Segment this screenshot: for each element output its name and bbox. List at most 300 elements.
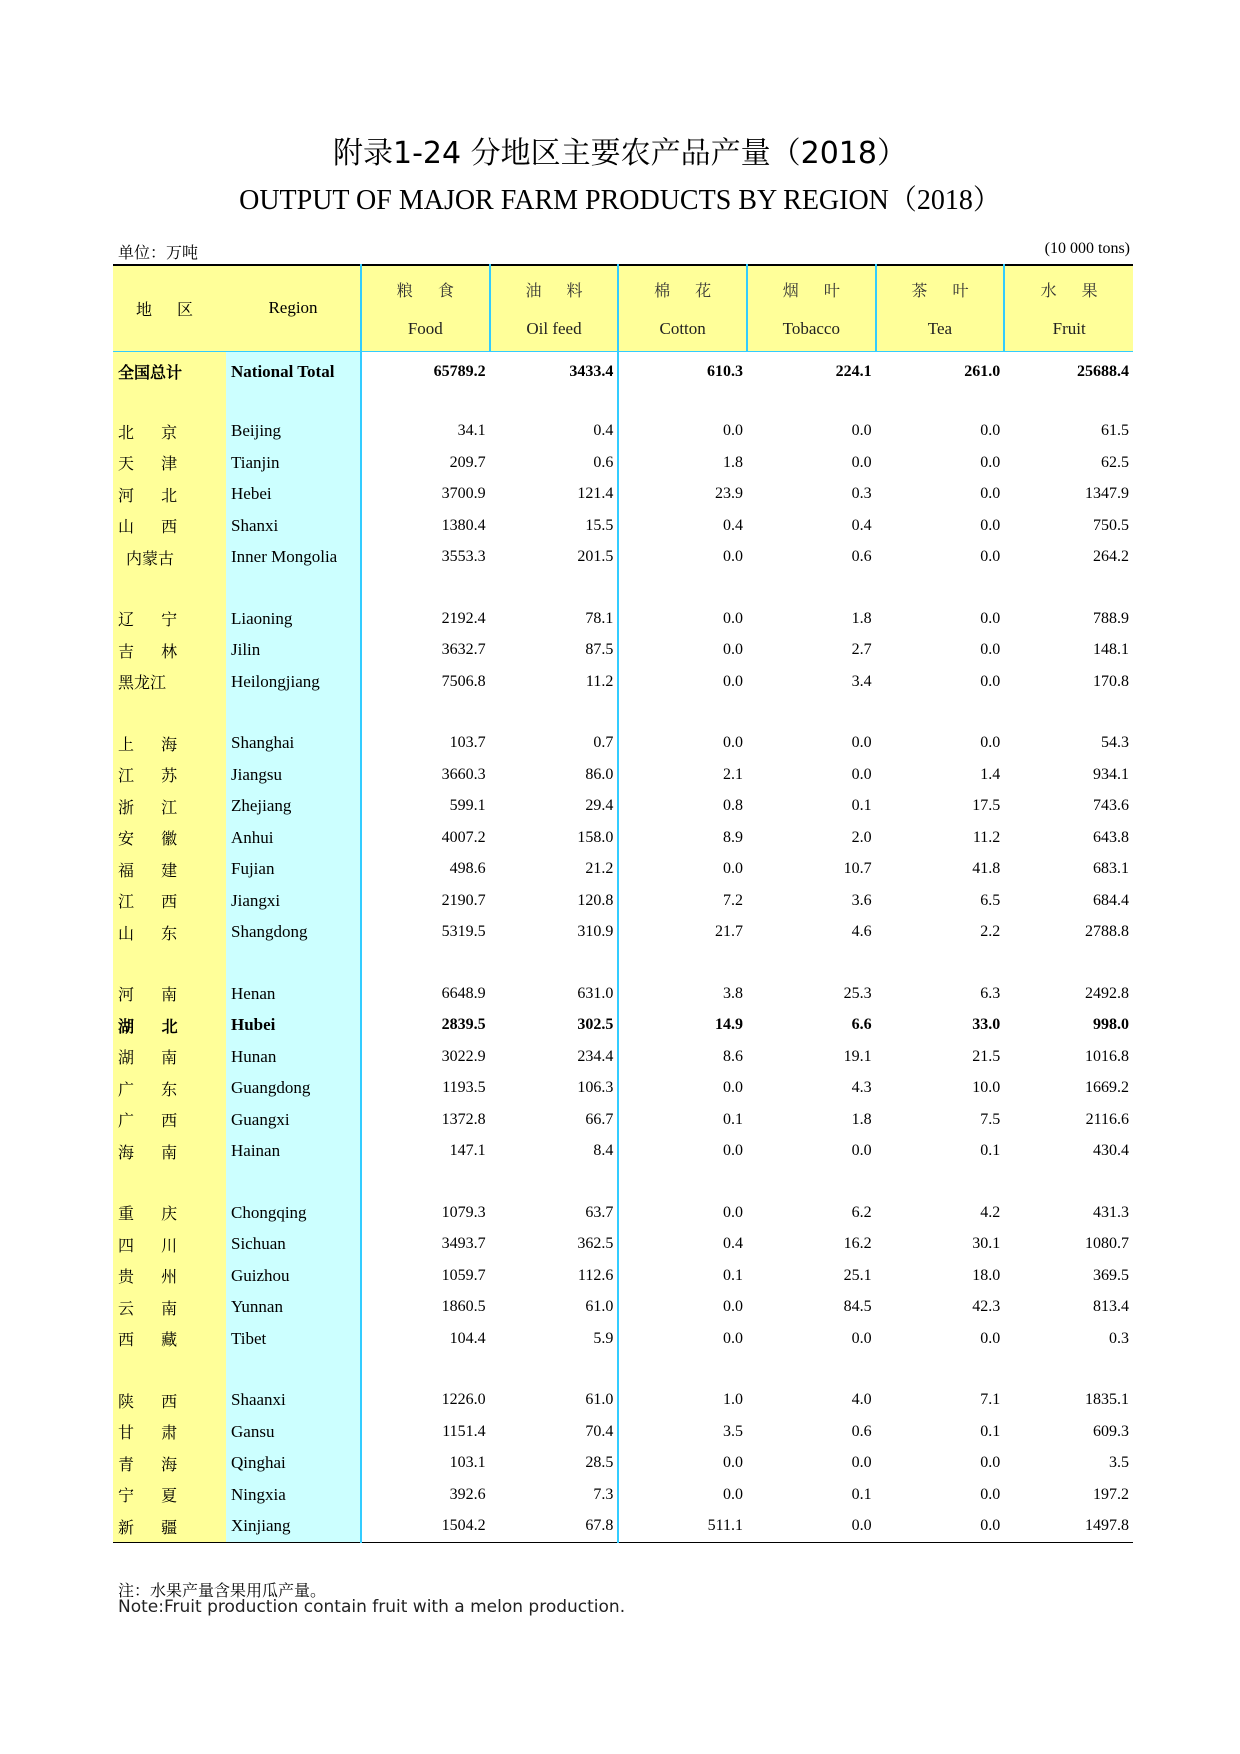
value-tea: 1.4 xyxy=(980,765,1001,783)
region-en: Inner Mongolia xyxy=(226,542,361,574)
region-cn: 河 南 xyxy=(113,978,226,1010)
value-cotton: 0.0 xyxy=(722,548,743,566)
region-cn: 山 东 xyxy=(113,917,226,949)
value-oil-feed: 302.5 xyxy=(490,1010,619,1042)
value-oil-feed: 0.6 xyxy=(490,447,619,479)
value-oil-feed: 0.7 xyxy=(490,728,619,760)
value-tea: 0.1 xyxy=(980,1142,1001,1160)
unit-label-cn: 单位：万吨 xyxy=(118,245,199,262)
region-en: Anhui xyxy=(226,822,361,854)
spacer-cell xyxy=(361,948,490,978)
value-cotton: 0.0 xyxy=(722,860,743,878)
value-oil-feed: 66.7 xyxy=(490,1104,619,1136)
region-en: Shangdong xyxy=(226,917,361,949)
value-cotton: 0.0 xyxy=(722,609,743,627)
value-oil-feed: 11.2 xyxy=(490,666,619,698)
region-cn: 江 苏 xyxy=(113,759,226,791)
value-tea: 18.0 xyxy=(972,1266,1001,1284)
region-cn: 河 北 xyxy=(113,479,226,511)
value-oil-feed: 158.0 xyxy=(490,822,619,854)
value-oil-feed: 234.4 xyxy=(490,1041,619,1073)
value-fruit: 643.8 xyxy=(1093,828,1129,846)
value-cotton: 1.0 xyxy=(722,1391,743,1409)
value-tea: 0.0 xyxy=(980,672,1001,690)
region-en: Guangxi xyxy=(226,1104,361,1136)
table-row xyxy=(113,1448,1133,1480)
value-tobacco: 0.0 xyxy=(747,1511,876,1543)
table-header xyxy=(113,265,1133,351)
spacer-cell xyxy=(618,573,747,603)
spacer-cell xyxy=(226,573,361,603)
region-cn: 辽 宁 xyxy=(113,603,226,635)
spacer-cell xyxy=(1004,698,1133,728)
value-tea: 33.0 xyxy=(972,1016,1001,1034)
region-en: Hunan xyxy=(226,1041,361,1073)
value-tobacco: 10.7 xyxy=(843,860,872,878)
spacer-cell xyxy=(490,1167,619,1197)
spacer-cell xyxy=(113,948,226,978)
region-en: Fujian xyxy=(226,854,361,886)
spacer-cell xyxy=(876,392,1005,416)
spacer-cell xyxy=(618,392,747,416)
table-body xyxy=(113,351,1133,1543)
value-oil-feed: 7.3 xyxy=(490,1479,619,1511)
value-oil-feed: 310.9 xyxy=(490,917,619,949)
spacer-cell xyxy=(618,1167,747,1197)
header-tobacco-cn: 烟 叶 xyxy=(782,280,850,300)
value-fruit: 2492.8 xyxy=(1085,984,1129,1002)
spacer-cell xyxy=(361,1355,490,1385)
value-tea: 4.2 xyxy=(980,1203,1001,1221)
value-fruit: 197.2 xyxy=(1093,1485,1129,1503)
value-tobacco: 6.2 xyxy=(851,1203,872,1221)
value-tobacco: 3.4 xyxy=(851,672,872,690)
value-food: 4007.2 xyxy=(441,828,486,846)
region-cn: 广 东 xyxy=(113,1073,226,1105)
value-tobacco: 16.2 xyxy=(843,1235,872,1253)
header-food-en: Food xyxy=(407,318,443,338)
value-food: 3493.7 xyxy=(441,1235,486,1253)
value-cotton: 0.0 xyxy=(722,1485,743,1503)
value-oil-feed: 28.5 xyxy=(490,1448,619,1480)
value-food: 2839.5 xyxy=(441,1016,486,1034)
header-cotton xyxy=(618,265,747,351)
spacer-cell xyxy=(113,573,226,603)
value-food: 1226.0 xyxy=(441,1391,486,1409)
value-cotton: 14.9 xyxy=(714,1016,743,1034)
spacer-cell xyxy=(1004,573,1133,603)
table-row xyxy=(113,542,1133,574)
value-tobacco: 0.4 xyxy=(851,516,872,534)
value-cotton: 7.2 xyxy=(722,891,743,909)
value-oil-feed: 78.1 xyxy=(490,603,619,635)
table-row xyxy=(113,978,1133,1010)
region-cn: 宁 夏 xyxy=(113,1479,226,1511)
value-cotton: 0.0 xyxy=(722,1329,743,1347)
value-cotton: 0.4 xyxy=(722,516,743,534)
value-tea: 21.5 xyxy=(972,1047,1001,1065)
value-oil-feed: 87.5 xyxy=(490,635,619,667)
spacer-cell xyxy=(113,1167,226,1197)
region-en: Hebei xyxy=(226,479,361,511)
value-oil-feed: 61.0 xyxy=(490,1385,619,1417)
header-tobacco-en: Tobacco xyxy=(782,318,840,338)
value-tea: 7.1 xyxy=(980,1391,1001,1409)
region-en: Sichuan xyxy=(226,1229,361,1261)
value-food: 3660.3 xyxy=(441,765,486,783)
region-cn: 贵 州 xyxy=(113,1260,226,1292)
value-tobacco: 0.6 xyxy=(851,1422,872,1440)
value-food: 392.6 xyxy=(449,1485,486,1503)
table-row xyxy=(113,1041,1133,1073)
spacer-cell xyxy=(747,948,876,978)
spacer-cell xyxy=(1004,1355,1133,1385)
value-oil-feed: 362.5 xyxy=(490,1229,619,1261)
value-tobacco: 25.3 xyxy=(843,984,872,1002)
value-tobacco: 2.7 xyxy=(851,641,872,659)
page-title-cn: 附录1-24 分地区主要农产品产量（2018） xyxy=(333,136,907,171)
value-food: 1079.3 xyxy=(441,1203,486,1221)
value-food: 34.1 xyxy=(457,422,486,440)
table-row xyxy=(113,666,1133,698)
table-row xyxy=(113,603,1133,635)
value-food: 209.7 xyxy=(449,453,486,471)
region-en: Xinjiang xyxy=(226,1511,361,1543)
value-tobacco: 0.0 xyxy=(851,765,872,783)
table-row xyxy=(113,791,1133,823)
value-tea: 0.0 xyxy=(980,1454,1001,1472)
page-title-en: OUTPUT OF MAJOR FARM PRODUCTS BY REGION（2018） xyxy=(239,185,1001,216)
value-fruit: 264.2 xyxy=(1093,548,1129,566)
value-oil-feed: 86.0 xyxy=(490,759,619,791)
value-tobacco: 4.6 xyxy=(851,923,872,941)
value-food: 6648.9 xyxy=(441,984,486,1002)
value-oil-feed: 67.8 xyxy=(490,1511,619,1543)
value-tea: 0.0 xyxy=(980,485,1001,503)
region-cn: 甘 肃 xyxy=(113,1416,226,1448)
value-fruit: 3.5 xyxy=(1109,1454,1129,1472)
value-tea: 0.0 xyxy=(980,516,1001,534)
value-fruit: 684.4 xyxy=(1093,891,1129,909)
value-tobacco: 0.3 xyxy=(851,485,872,503)
region-cn: 四 川 xyxy=(113,1229,226,1261)
value-tea: 41.8 xyxy=(972,860,1001,878)
value-cotton: 0.0 xyxy=(722,641,743,659)
spacer-cell xyxy=(226,392,361,416)
region-cn: 云 南 xyxy=(113,1292,226,1324)
value-food: 1193.5 xyxy=(442,1079,486,1097)
value-oil-feed: 106.3 xyxy=(490,1073,619,1105)
value-tobacco: 19.1 xyxy=(843,1047,872,1065)
value-food: 1151.4 xyxy=(442,1422,486,1440)
value-cotton: 23.9 xyxy=(714,485,743,503)
region-en: Tianjin xyxy=(226,447,361,479)
value-fruit: 2116.6 xyxy=(1085,1110,1129,1128)
region-en: Yunnan xyxy=(226,1292,361,1324)
value-fruit: 750.5 xyxy=(1093,516,1129,534)
table-row xyxy=(113,917,1133,949)
value-fruit: 743.6 xyxy=(1093,797,1129,815)
table-row xyxy=(113,1104,1133,1136)
value-tea: 0.0 xyxy=(980,1485,1001,1503)
value-cotton: 2.1 xyxy=(722,765,743,783)
spacer-cell xyxy=(876,948,1005,978)
region-cn: 陕 西 xyxy=(113,1385,226,1417)
value-tea: 0.1 xyxy=(980,1422,1001,1440)
spacer-cell xyxy=(1004,1167,1133,1197)
region-cn: 西 藏 xyxy=(113,1323,226,1355)
value-fruit: 54.3 xyxy=(1101,734,1129,752)
value-tobacco: 1.8 xyxy=(851,609,872,627)
value-fruit: 25688.4 xyxy=(1077,362,1129,380)
region-en: Heilongjiang xyxy=(226,666,361,698)
value-oil-feed: 63.7 xyxy=(490,1197,619,1229)
header-oil-feed-en: Oil feed xyxy=(526,318,582,338)
value-fruit: 683.1 xyxy=(1093,860,1129,878)
value-food: 147.1 xyxy=(449,1142,486,1160)
value-cotton: 0.0 xyxy=(722,734,743,752)
group-spacer-row xyxy=(113,948,1133,978)
farm-output-table xyxy=(113,264,1133,1543)
value-cotton: 511.1 xyxy=(618,1511,747,1543)
spacer-cell xyxy=(226,948,361,978)
value-fruit: 61.5 xyxy=(1101,422,1129,440)
value-food: 1504.2 xyxy=(361,1511,490,1543)
region-en: National Total xyxy=(226,351,361,392)
value-oil-feed: 61.0 xyxy=(490,1292,619,1324)
value-food: 1059.7 xyxy=(441,1266,486,1284)
region-cn: 上 海 xyxy=(113,728,226,760)
header-cotton-en: Cotton xyxy=(659,318,706,338)
value-tobacco: 1.8 xyxy=(851,1110,872,1128)
table-row xyxy=(113,1292,1133,1324)
value-food: 1372.8 xyxy=(441,1110,486,1128)
group-spacer-row xyxy=(113,573,1133,603)
table-row xyxy=(113,1010,1133,1042)
value-cotton: 21.7 xyxy=(714,923,743,941)
spacer-cell xyxy=(1004,392,1133,416)
value-fruit: 1669.2 xyxy=(1085,1079,1129,1097)
value-fruit: 1835.1 xyxy=(1085,1391,1129,1409)
value-cotton: 0.0 xyxy=(722,672,743,690)
table-row xyxy=(113,822,1133,854)
value-food: 104.4 xyxy=(449,1329,486,1347)
header-fruit-cn: 水 果 xyxy=(1040,280,1108,300)
value-cotton: 0.1 xyxy=(722,1266,743,1284)
value-tobacco: 0.0 xyxy=(851,734,872,752)
table-row xyxy=(113,1136,1133,1168)
table-row xyxy=(113,1323,1133,1355)
spacer-cell xyxy=(490,948,619,978)
table-row xyxy=(113,635,1133,667)
value-oil-feed: 8.4 xyxy=(490,1136,619,1168)
table-row xyxy=(113,1229,1133,1261)
header-oil-feed-cn: 油 料 xyxy=(525,280,593,300)
value-tobacco: 0.1 xyxy=(851,797,872,815)
value-food: 103.1 xyxy=(449,1454,486,1472)
value-cotton: 1.8 xyxy=(722,453,743,471)
spacer-cell xyxy=(1004,948,1133,978)
value-oil-feed: 112.6 xyxy=(490,1260,619,1292)
value-food: 498.6 xyxy=(449,860,486,878)
region-en: Jiangsu xyxy=(226,759,361,791)
spacer-cell xyxy=(618,1355,747,1385)
header-fruit xyxy=(1004,265,1133,351)
spacer-cell xyxy=(490,392,619,416)
value-oil-feed: 201.5 xyxy=(490,542,619,574)
value-tobacco: 0.1 xyxy=(851,1485,872,1503)
region-cn: 新 疆 xyxy=(113,1511,226,1543)
value-fruit: 1497.8 xyxy=(1004,1511,1133,1543)
region-en: Qinghai xyxy=(226,1448,361,1480)
value-food: 3700.9 xyxy=(441,485,486,503)
value-tobacco: 4.3 xyxy=(851,1079,872,1097)
spacer-cell xyxy=(876,1355,1005,1385)
table-row xyxy=(113,1385,1133,1417)
region-en: Hainan xyxy=(226,1136,361,1168)
region-en: Zhejiang xyxy=(226,791,361,823)
spacer-cell xyxy=(226,1167,361,1197)
spacer-cell xyxy=(490,698,619,728)
value-fruit: 813.4 xyxy=(1093,1298,1129,1316)
value-tea: 6.5 xyxy=(980,891,1001,909)
value-food: 2190.7 xyxy=(441,891,486,909)
value-fruit: 609.3 xyxy=(1093,1422,1129,1440)
region-cn: 浙 江 xyxy=(113,791,226,823)
header-food xyxy=(361,265,490,351)
region-en: Jiangxi xyxy=(226,885,361,917)
region-cn: 天 津 xyxy=(113,447,226,479)
value-oil-feed: 29.4 xyxy=(490,791,619,823)
value-tea: 0.0 xyxy=(980,422,1001,440)
value-oil-feed: 121.4 xyxy=(490,479,619,511)
value-food: 3632.7 xyxy=(441,641,486,659)
value-tobacco: 6.6 xyxy=(851,1016,872,1034)
value-tobacco: 0.0 xyxy=(851,453,872,471)
value-fruit: 788.9 xyxy=(1093,609,1129,627)
region-en: Liaoning xyxy=(226,603,361,635)
table-row xyxy=(113,728,1133,760)
value-tobacco: 224.1 xyxy=(835,362,872,380)
value-fruit: 148.1 xyxy=(1093,641,1129,659)
value-tea: 0.0 xyxy=(876,1511,1005,1543)
spacer-cell xyxy=(747,698,876,728)
value-oil-feed: 15.5 xyxy=(490,510,619,542)
region-cn: 北 京 xyxy=(113,416,226,448)
value-tobacco: 0.6 xyxy=(851,548,872,566)
spacer-cell xyxy=(747,1167,876,1197)
table-row xyxy=(113,854,1133,886)
value-cotton: 0.0 xyxy=(722,1298,743,1316)
spacer-cell xyxy=(490,1355,619,1385)
value-cotton: 8.6 xyxy=(722,1047,743,1065)
value-oil-feed: 120.8 xyxy=(490,885,619,917)
region-cn: 湖 南 xyxy=(113,1041,226,1073)
header-tea-cn: 茶 叶 xyxy=(911,280,979,300)
value-oil-feed: 3433.4 xyxy=(490,351,619,392)
value-tobacco: 0.0 xyxy=(851,1454,872,1472)
value-cotton: 610.3 xyxy=(706,362,743,380)
spacer-cell xyxy=(747,573,876,603)
region-cn: 江 西 xyxy=(113,885,226,917)
value-food: 1380.4 xyxy=(441,516,486,534)
region-cn: 青 海 xyxy=(113,1448,226,1480)
value-tobacco: 4.0 xyxy=(851,1391,872,1409)
value-food: 103.7 xyxy=(449,734,486,752)
value-oil-feed: 70.4 xyxy=(490,1416,619,1448)
value-food: 1860.5 xyxy=(441,1298,486,1316)
header-region-en: Region xyxy=(226,265,361,351)
table-row xyxy=(113,1260,1133,1292)
value-fruit: 1016.8 xyxy=(1085,1047,1129,1065)
header-tea xyxy=(876,265,1005,351)
table-row xyxy=(113,447,1133,479)
region-en: Shanghai xyxy=(226,728,361,760)
value-tobacco: 0.0 xyxy=(851,1142,872,1160)
value-tea: 17.5 xyxy=(972,797,1001,815)
region-en: Guizhou xyxy=(226,1260,361,1292)
region-en: Shanxi xyxy=(226,510,361,542)
header-cotton-cn: 棉 花 xyxy=(654,280,722,300)
value-tobacco: 84.5 xyxy=(843,1298,872,1316)
table-row xyxy=(113,759,1133,791)
value-tea: 0.0 xyxy=(980,548,1001,566)
group-spacer-row xyxy=(113,392,1133,416)
value-tea: 11.2 xyxy=(972,828,1001,846)
spacer-cell xyxy=(113,1355,226,1385)
value-tobacco: 0.0 xyxy=(851,422,872,440)
spacer-cell xyxy=(113,698,226,728)
value-tea: 0.0 xyxy=(980,734,1001,752)
region-en: Hubei xyxy=(226,1010,361,1042)
region-cn: 湖 北 xyxy=(113,1010,226,1042)
value-tea: 2.2 xyxy=(980,923,1001,941)
value-tea: 0.0 xyxy=(980,1329,1001,1347)
value-cotton: 0.0 xyxy=(722,422,743,440)
footnote-cn: 注：水果产量含果用瓜产量。 xyxy=(118,1581,327,1600)
value-cotton: 0.4 xyxy=(722,1235,743,1253)
value-fruit: 431.3 xyxy=(1093,1203,1129,1221)
header-fruit-en: Fruit xyxy=(1052,318,1086,338)
spacer-cell xyxy=(361,1167,490,1197)
table-row xyxy=(113,479,1133,511)
region-en: Tibet xyxy=(226,1323,361,1355)
spacer-cell xyxy=(226,698,361,728)
region-en: Gansu xyxy=(226,1416,361,1448)
region-en: Chongqing xyxy=(226,1197,361,1229)
value-tea: 10.0 xyxy=(972,1079,1001,1097)
table-row xyxy=(113,885,1133,917)
region-cn: 黑龙江 xyxy=(113,666,226,698)
value-cotton: 0.0 xyxy=(722,1142,743,1160)
value-tea: 0.0 xyxy=(980,609,1001,627)
region-en: Henan xyxy=(226,978,361,1010)
region-cn: 安 徽 xyxy=(113,822,226,854)
group-spacer-row xyxy=(113,1355,1133,1385)
header-region-cn: 地 区 xyxy=(113,265,226,351)
group-spacer-row xyxy=(113,1167,1133,1197)
value-food: 5319.5 xyxy=(441,923,486,941)
region-cn: 福 建 xyxy=(113,854,226,886)
region-en: Beijing xyxy=(226,416,361,448)
spacer-cell xyxy=(361,392,490,416)
value-fruit: 0.3 xyxy=(1109,1329,1129,1347)
value-food: 3553.3 xyxy=(441,548,486,566)
group-spacer-row xyxy=(113,698,1133,728)
footnote-en: Note:Fruit production contain fruit with a melon production. xyxy=(118,1597,626,1617)
table-row xyxy=(113,1197,1133,1229)
value-fruit: 430.4 xyxy=(1093,1142,1129,1160)
